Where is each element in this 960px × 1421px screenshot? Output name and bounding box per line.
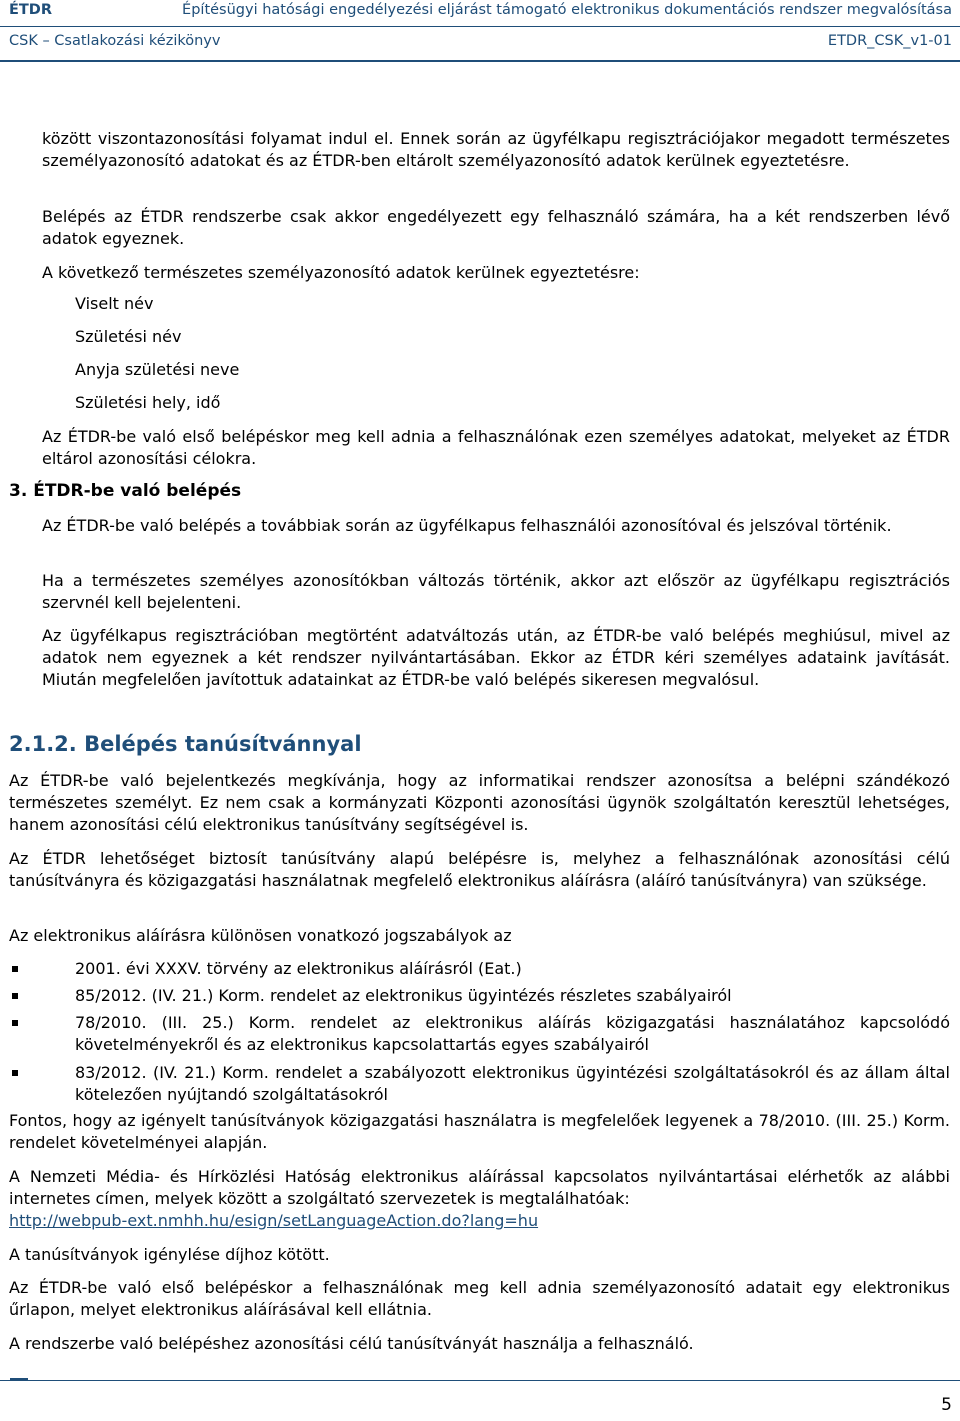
paragraph: között viszontazonosítási folyamat indul el. Ennek során az ügyfélkapu regisztrációjakor megadott természetes személyazonosító adatokat és az ÉTDR-ben eltárolt személyazonosító adatok kerülnek egyeztetésre. bbox=[42, 129, 950, 170]
bullet-icon bbox=[12, 966, 18, 972]
bullet-icon bbox=[12, 1020, 18, 1026]
paragraph: Az ÉTDR-be való első belépéskor a felhasználónak meg kell adnia személyazonosító adatait egy elektronikus űrlapon, melyet elektronikus aláírásával kell ellátnia. bbox=[9, 1278, 950, 1319]
list-item: Viselt név bbox=[75, 294, 154, 313]
page-number: 5 bbox=[941, 1395, 952, 1415]
paragraph: Az ÉTDR lehetőséget biztosít tanúsítvány alapú belépésre is, melyhez a felhasználónak azonosítási célú tanúsítványra és közigazgatási használatnak megfelelő elektronikus aláírásra (aláíró tanúsítványra) van szüksége. bbox=[9, 849, 950, 890]
law-text: 78/2010. (III. 25.) Korm. rendelet az elektronikus aláírás közigazgatási használatához kapcsolódó követelményekről és az elektronikus kapcsolattartás egyes szabályairól bbox=[75, 1013, 950, 1054]
list-item: Anyja születési neve bbox=[75, 360, 240, 379]
paragraph: A Nemzeti Média- és Hírközlési Hatóság elektronikus aláírással kapcsolatos nyilvántartásai elérhetők az alábbi internetes címen, melyek között a szolgáltató szervezetek is megtalálhatóak: bbox=[9, 1167, 950, 1208]
header-app-name: ÉTDR bbox=[9, 2, 52, 18]
page-header bbox=[0, 0, 960, 62]
law-text: 83/2012. (IV. 21.) Korm. rendelet a szabályozott elektronikus ügyintézési szolgáltatásokról és az állam által kötelezően nyújtandó szolgáltatásokról bbox=[75, 1063, 950, 1104]
bullet-icon bbox=[12, 993, 18, 999]
paragraph: Fontos, hogy az igényelt tanúsítványok közigazgatási használatra is megfelelőek legyenek a 78/2010. (III. 25.) Korm. rendelet követelményei alapján. bbox=[9, 1111, 950, 1152]
nmhh-link[interactable]: http://webpub-ext.nmhh.hu/esign/setLanguageAction.do?lang=hu bbox=[9, 1211, 539, 1230]
header-title: Építésügyi hatósági engedélyezési eljárást támogató elektronikus dokumentációs rendszer megvalósítása bbox=[182, 2, 952, 18]
paragraph: A következő természetes személyazonosító adatok kerülnek egyeztetésre: bbox=[42, 263, 640, 282]
paragraph: Az ÉTDR-be való belépés a továbbiak során az ügyfélkapus felhasználói azonosítóval és jelszóval történik. bbox=[42, 516, 892, 535]
footer-divider bbox=[0, 1380, 960, 1381]
paragraph: Az elektronikus aláírásra különösen vonatkozó jogszabályok az bbox=[9, 926, 512, 945]
header-bottom-divider bbox=[0, 60, 960, 62]
list-item: Születési hely, idő bbox=[75, 393, 221, 412]
paragraph: A rendszerbe való belépéshez azonosítási célú tanúsítványát használja a felhasználó. bbox=[9, 1334, 694, 1353]
subsection-heading: 2.1.2. Belépés tanúsítvánnyal bbox=[9, 732, 362, 756]
paragraph: Ha a természetes személyes azonosítókban változás történik, akkor azt először az ügyfélkapu regisztrációs szervnél kell bejelenteni. bbox=[42, 571, 950, 612]
footer-divider-accent bbox=[10, 1378, 28, 1381]
law-text: 85/2012. (IV. 21.) Korm. rendelet az elektronikus ügyintézés részletes szabályairól bbox=[75, 986, 732, 1005]
section-heading: 3. ÉTDR-be való belépés bbox=[9, 481, 242, 501]
paragraph: Belépés az ÉTDR rendszerbe csak akkor engedélyezett egy felhasználó számára, ha a két rendszerben lévő adatok egyeznek. bbox=[42, 207, 950, 248]
law-text: 2001. évi XXXV. törvény az elektronikus aláírásról (Eat.) bbox=[75, 959, 522, 978]
paragraph: Az ÉTDR-be való első belépéskor meg kell adnia a felhasználónak ezen személyes adatokat, melyeket az ÉTDR eltárol azonosítási célokra. bbox=[42, 427, 950, 468]
header-doc-code: ETDR_CSK_v1-01 bbox=[827, 33, 952, 49]
paragraph: A tanúsítványok igénylése díjhoz kötött. bbox=[9, 1245, 330, 1264]
paragraph: Az ügyfélkapus regisztrációban megtörtént adatváltozás után, az ÉTDR-be való belépés meghiúsul, mivel az adatok nem egyeznek a két rendszer nyilvántartásában. Ekkor az ÉTDR kéri személyes adataink javítását. Miután megfelelően javítottuk adatainkat az ÉTDR-be való belépés sikeresen megvalósul. bbox=[42, 626, 950, 689]
header-doc-name: CSK – Csatlakozási kézikönyv bbox=[9, 33, 221, 49]
bullet-icon bbox=[12, 1070, 18, 1076]
header-divider bbox=[0, 26, 960, 27]
paragraph: Az ÉTDR-be való bejelentkezés megkívánja, hogy az informatikai rendszer azonosítsa a belépni szándékozó természetes személyt. Ez nem csak a kormányzati Központi azonosítási ügynök szolgáltatón keresztül lehetséges, hanem azonosítási célú elektronikus tanúsítvány segítségével is. bbox=[9, 771, 950, 834]
list-item: Születési név bbox=[75, 327, 182, 346]
